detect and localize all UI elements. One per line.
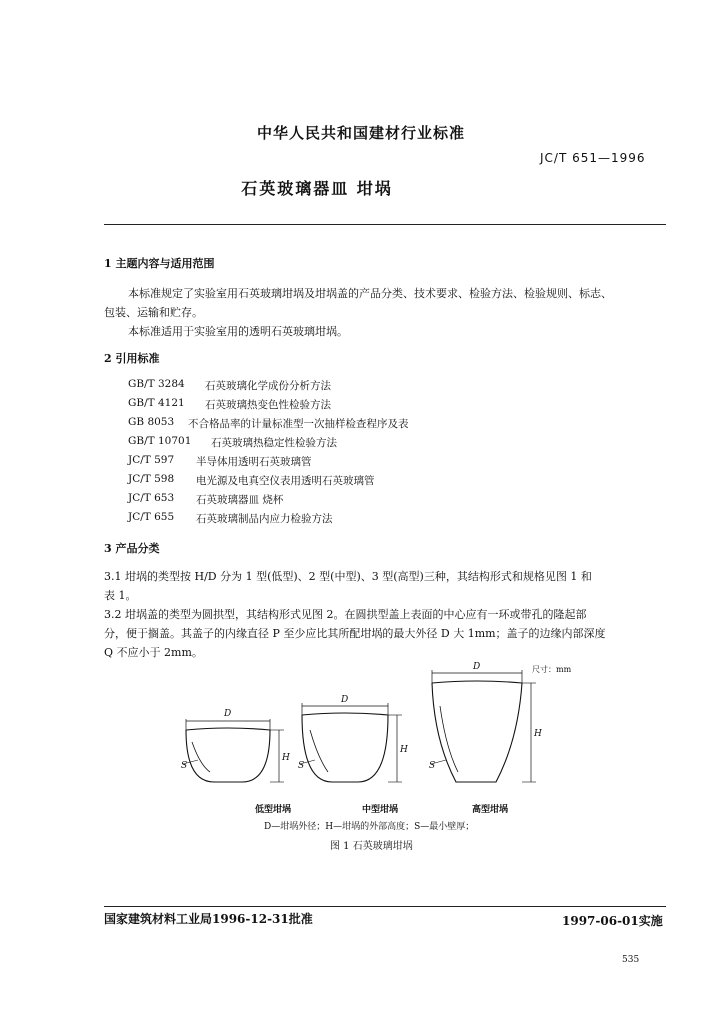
high-s-label: S bbox=[429, 761, 436, 771]
ref-title: 电光源及电真空仪表用透明石英玻璃管 bbox=[196, 475, 375, 487]
ref-title: 半导体用透明石英玻璃管 bbox=[196, 456, 312, 468]
ref-code: GB/T 10701 bbox=[128, 435, 192, 447]
section-1-para-2: 本标准适用于实验室用的透明石英玻璃坩埚。 bbox=[128, 325, 348, 338]
section-3-heading: 3 产品分类 bbox=[104, 542, 160, 555]
low-d-label: D bbox=[224, 709, 232, 719]
standard-code: JC/T 651—1996 bbox=[540, 151, 646, 165]
ref-title: 石英玻璃器皿 烧杯 bbox=[196, 494, 284, 506]
header-rule bbox=[104, 224, 666, 225]
high-h-label: H bbox=[534, 729, 542, 739]
ref-code: JC/T 655 bbox=[128, 511, 175, 523]
section-1-heading: 1 主题内容与适用范围 bbox=[104, 257, 215, 270]
mid-h-label: H bbox=[400, 745, 408, 755]
ref-title: 石英玻璃制品内应力检验方法 bbox=[196, 513, 333, 525]
clause-3-2-line-1: 3.2 坩埚盖的类型为圆拱型，其结构形式见图 2。在圆拱型盖上表面的中心应有一环或带孔的隆起部 bbox=[104, 608, 587, 621]
ref-title: 石英玻璃化学成份分析方法 bbox=[205, 380, 331, 392]
low-h-label: H bbox=[282, 753, 290, 763]
section-2-heading: 2 引用标准 bbox=[104, 352, 160, 365]
ref-code: GB/T 4121 bbox=[128, 397, 185, 409]
unit-note: 尺寸：mm bbox=[532, 665, 572, 674]
doc-title: 石英玻璃器皿 坩埚 bbox=[241, 179, 393, 198]
effective-date: 1997-06-01实施 bbox=[562, 914, 663, 928]
mid-s-label: S bbox=[298, 761, 305, 771]
mid-d-label: D bbox=[341, 695, 349, 705]
ref-code: GB/T 3284 bbox=[128, 378, 185, 390]
ref-code: JC/T 598 bbox=[128, 473, 175, 485]
ref-title: 石英玻璃热稳定性检验方法 bbox=[211, 437, 337, 449]
crucible-figure bbox=[170, 655, 570, 795]
clause-3-2-line-3: Q 不应小于 2mm。 bbox=[104, 646, 203, 659]
clause-3-1-line-1: 3.1 坩埚的类型按 H/D 分为 1 型(低型)、2 型(中型)、3 型(高型)三种，其结构形式和规格见图 1 和 bbox=[104, 570, 592, 583]
section-1-para-1-line-1: 本标准规定了实验室用石英玻璃坩埚及坩埚盖的产品分类、技术要求、检验方法、检验规则、标志、 bbox=[128, 287, 612, 300]
clause-3-1-line-2: 表 1。 bbox=[104, 589, 137, 602]
section-1-para-1-line-2: 包装、运输和贮存。 bbox=[104, 306, 203, 319]
high-d-label: D bbox=[473, 662, 481, 672]
low-crucible-drawing bbox=[183, 719, 284, 782]
figure-caption: 图 1 石英玻璃坩埚 bbox=[330, 841, 413, 852]
approval-line: 国家建筑材料工业局1996-12-31批准 bbox=[104, 912, 313, 926]
high-type-label: 高型坩埚 bbox=[472, 805, 509, 815]
page-number: 535 bbox=[622, 955, 640, 965]
ref-code: GB 8053 bbox=[128, 416, 175, 428]
footer-rule bbox=[104, 906, 666, 907]
org-title: 中华人民共和国建材行业标准 bbox=[256, 124, 465, 142]
ref-code: JC/T 597 bbox=[128, 454, 175, 466]
mid-crucible-drawing bbox=[300, 703, 402, 782]
ref-title: 石英玻璃热变色性检验方法 bbox=[205, 399, 331, 411]
clause-3-2-line-2: 分，便于搁盖。其盖子的内缘直径 P 至少应比其所配坩埚的最大外径 D 大 1mm；盖子的边缘内部深度 bbox=[104, 627, 606, 640]
low-type-label: 低型坩埚 bbox=[255, 805, 292, 815]
mid-type-label: 中型坩埚 bbox=[362, 805, 399, 815]
ref-title: 不合格品率的计量标准型一次抽样检查程序及表 bbox=[188, 418, 409, 430]
ref-code: JC/T 653 bbox=[128, 492, 175, 504]
figure-legend: D—坩埚外径；H—坩埚的外部高度；S—最小壁厚； bbox=[264, 822, 475, 832]
low-s-label: S bbox=[181, 761, 188, 771]
high-crucible-drawing bbox=[431, 670, 536, 782]
